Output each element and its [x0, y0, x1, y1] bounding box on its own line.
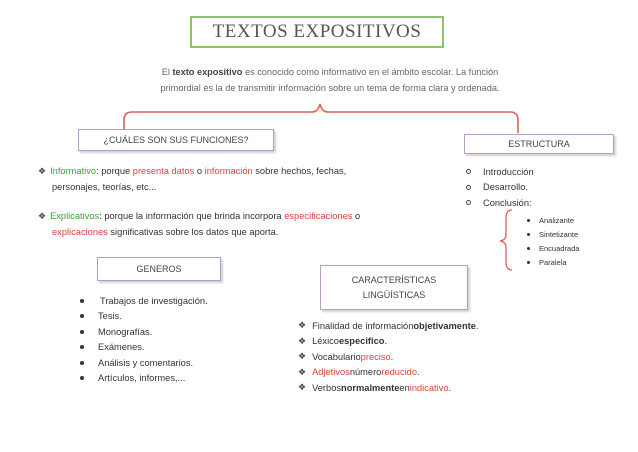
bullet-icon — [527, 219, 530, 222]
bullet-icon — [80, 361, 84, 365]
diamond-bullet-icon: ❖ — [298, 335, 307, 346]
list-item: Exámenes. — [80, 340, 208, 356]
list-item: Artículos, informes,... — [80, 371, 208, 387]
conclusion-types-list — [527, 213, 579, 269]
circle-bullet-icon — [466, 185, 471, 190]
intro-bold-term: texto expositivo — [172, 67, 243, 77]
list-item: ❖ Finalidad de información objetivamente . — [298, 320, 479, 331]
funcion-explicativo: ❖ Explicativos: porque la información que brinda incorpora especificaciones o explicaciones significativas sobre los datos que aporta. — [38, 211, 361, 237]
list-item: ❖ Léxico especifico . — [298, 335, 388, 347]
page-title: TEXTOS EXPOSITIVOS — [190, 16, 444, 48]
intro-text-1: El — [161, 67, 173, 77]
diamond-bullet-icon: ❖ — [38, 166, 47, 176]
circle-bullet-icon — [466, 200, 471, 205]
intro-text-3: primordial es la de transmitir información sobre un tema de forma clara y ordenada. — [160, 83, 500, 93]
list-item: Trabajos de investigación. — [80, 293, 208, 309]
list-item: Desarrollo. — [466, 180, 534, 196]
funcion-informativo: ❖ Informativo: porque presenta datos o información sobre hechos, fechas, personajes, teorías, etc... — [38, 166, 347, 192]
diamond-bullet-icon: ❖ — [298, 382, 307, 393]
generos-list — [80, 293, 208, 386]
list-item: Sintetizante — [527, 227, 579, 241]
diamond-bullet-icon: ❖ — [298, 366, 307, 377]
list-item: Monografías. — [80, 324, 208, 340]
list-item: ❖ Verbos normalmente en indicativo . — [298, 382, 452, 393]
intro-text-2: es conocido como informativo en el ámbito escolar. La función — [242, 67, 499, 77]
bullet-icon — [80, 345, 84, 349]
list-item: Encuadrada — [527, 241, 579, 255]
estructura-list — [466, 164, 534, 211]
caracteristicas-list — [298, 318, 478, 396]
estructura-heading: ESTRUCTURA — [464, 134, 614, 154]
funciones-heading: ¿CUÁLES SON SUS FUNCIONES? — [78, 129, 274, 151]
bullet-icon — [80, 314, 84, 318]
list-item: Paralela — [527, 255, 579, 269]
bullet-icon — [527, 261, 530, 264]
generos-heading: GENEROS — [97, 257, 221, 281]
list-item: ❖ Vocabulario preciso . — [298, 351, 394, 362]
diamond-bullet-icon: ❖ — [298, 351, 307, 362]
list-item: ❖ Adjetivos número reducido . — [298, 366, 420, 378]
bullet-icon — [80, 330, 84, 334]
bullet-icon — [527, 247, 530, 250]
diamond-bullet-icon: ❖ — [298, 320, 307, 331]
list-item: Analizante — [527, 213, 579, 227]
circle-bullet-icon — [466, 169, 471, 174]
list-item: Conclusión: — [466, 195, 534, 211]
list-item: Análisis y comentarios. — [80, 355, 208, 371]
list-item: Introducción — [466, 164, 534, 180]
diamond-bullet-icon: ❖ — [38, 211, 47, 221]
bullet-icon — [80, 299, 84, 303]
bullet-icon — [80, 376, 84, 380]
caracteristicas-heading: CARACTERÍSTICAS LINGÜÍSTICAS — [320, 265, 468, 310]
list-item: Tesis. — [80, 309, 208, 325]
bullet-icon — [527, 233, 530, 236]
